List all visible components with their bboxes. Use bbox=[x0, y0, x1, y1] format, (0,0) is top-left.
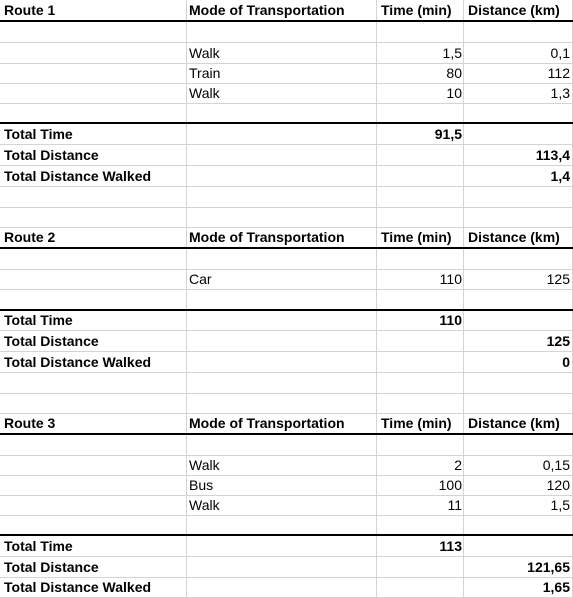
total-walked-value[interactable]: 0 bbox=[562, 354, 570, 370]
leg-time[interactable]: 100 bbox=[438, 477, 462, 493]
table-row bbox=[0, 63, 573, 84]
table-row bbox=[0, 83, 573, 104]
total-distance-label[interactable]: Total Distance bbox=[4, 147, 99, 163]
leg-time[interactable]: 80 bbox=[446, 65, 462, 81]
blank-row bbox=[0, 514, 573, 536]
total-walked-label[interactable]: Total Distance Walked bbox=[4, 168, 152, 184]
route-header-row bbox=[0, 413, 573, 435]
leg-mode[interactable]: Bus bbox=[189, 477, 214, 493]
mode-header[interactable]: Mode of Transportation bbox=[189, 415, 345, 431]
total-time-label[interactable]: Total Time bbox=[4, 312, 73, 328]
blank-row bbox=[0, 393, 573, 414]
leg-distance[interactable]: 125 bbox=[546, 271, 570, 287]
route-title[interactable]: Route 3 bbox=[4, 415, 56, 431]
leg-distance[interactable]: 1,3 bbox=[550, 85, 570, 101]
total-distance-row bbox=[0, 331, 573, 352]
total-time-label[interactable]: Total Time bbox=[4, 126, 73, 142]
leg-distance[interactable]: 1,5 bbox=[550, 497, 570, 513]
total-walked-label[interactable]: Total Distance Walked bbox=[4, 579, 152, 595]
route-header-row bbox=[0, 227, 573, 249]
distance-header[interactable]: Distance (km) bbox=[468, 415, 560, 431]
total-distance-row bbox=[0, 145, 573, 166]
total-walked-value[interactable]: 1,65 bbox=[542, 579, 570, 595]
total-distance-label[interactable]: Total Distance bbox=[4, 559, 99, 575]
leg-distance[interactable]: 0,1 bbox=[550, 45, 570, 61]
total-time-value[interactable]: 91,5 bbox=[434, 126, 462, 142]
table-row bbox=[0, 455, 573, 476]
blank-row bbox=[0, 102, 573, 124]
blank-row bbox=[0, 207, 573, 228]
total-time-row bbox=[0, 124, 573, 145]
total-walked-row bbox=[0, 352, 573, 373]
blank-row bbox=[0, 22, 573, 43]
route-header-row bbox=[0, 0, 573, 22]
leg-mode[interactable]: Walk bbox=[189, 85, 220, 101]
distance-header[interactable]: Distance (km) bbox=[468, 229, 560, 245]
total-time-row bbox=[0, 310, 573, 331]
total-distance-value[interactable]: 121,65 bbox=[527, 559, 570, 575]
route-title[interactable]: Route 1 bbox=[4, 2, 56, 18]
mode-header[interactable]: Mode of Transportation bbox=[189, 2, 345, 18]
blank-row bbox=[0, 435, 573, 456]
leg-mode[interactable]: Walk bbox=[189, 457, 220, 473]
table-row bbox=[0, 475, 573, 496]
total-distance-value[interactable]: 113,4 bbox=[535, 147, 570, 163]
blank-row bbox=[0, 187, 573, 208]
total-distance-label[interactable]: Total Distance bbox=[4, 333, 99, 349]
total-walked-label[interactable]: Total Distance Walked bbox=[4, 354, 152, 370]
table-row bbox=[0, 43, 573, 64]
leg-time[interactable]: 110 bbox=[439, 271, 462, 287]
table-row bbox=[0, 269, 573, 290]
total-time-row bbox=[0, 536, 573, 557]
route-title[interactable]: Route 2 bbox=[4, 229, 56, 245]
leg-distance[interactable]: 112 bbox=[547, 65, 570, 81]
leg-time[interactable]: 2 bbox=[454, 457, 462, 473]
total-time-value[interactable]: 113 bbox=[439, 538, 462, 554]
blank-row bbox=[0, 289, 573, 311]
leg-mode[interactable]: Train bbox=[189, 65, 221, 81]
blank-row bbox=[0, 249, 573, 270]
leg-mode[interactable]: Walk bbox=[189, 45, 220, 61]
leg-time[interactable]: 1,5 bbox=[442, 45, 462, 61]
total-walked-row bbox=[0, 166, 573, 187]
leg-mode[interactable]: Walk bbox=[189, 497, 220, 513]
total-distance-value[interactable]: 125 bbox=[546, 333, 570, 349]
table-row bbox=[0, 495, 573, 516]
leg-mode[interactable]: Car bbox=[189, 271, 212, 287]
total-distance-row bbox=[0, 557, 573, 578]
total-walked-row bbox=[0, 577, 573, 598]
leg-distance[interactable]: 0,15 bbox=[542, 457, 570, 473]
time-header[interactable]: Time (min) bbox=[381, 415, 452, 431]
blank-row bbox=[0, 373, 573, 394]
total-time-value[interactable]: 110 bbox=[439, 312, 462, 328]
total-time-label[interactable]: Total Time bbox=[4, 538, 73, 554]
time-header[interactable]: Time (min) bbox=[381, 229, 452, 245]
distance-header[interactable]: Distance (km) bbox=[468, 2, 560, 18]
leg-time[interactable]: 11 bbox=[447, 497, 462, 513]
leg-distance[interactable]: 120 bbox=[546, 477, 570, 493]
time-header[interactable]: Time (min) bbox=[381, 2, 452, 18]
mode-header[interactable]: Mode of Transportation bbox=[189, 229, 345, 245]
leg-time[interactable]: 10 bbox=[446, 85, 462, 101]
total-walked-value[interactable]: 1,4 bbox=[550, 168, 570, 184]
